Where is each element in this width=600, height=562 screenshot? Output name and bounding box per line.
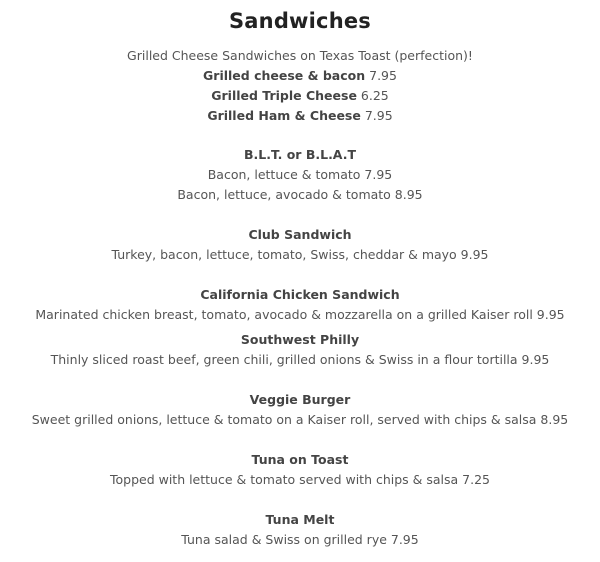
section-heading-tuna-melt: Tuna Melt bbox=[265, 512, 335, 527]
grilled-item-price: 7.95 bbox=[369, 68, 397, 83]
grilled-item-name: Grilled Ham & Cheese bbox=[207, 108, 361, 123]
section-line: Thinly sliced roast beef, green chili, grilled onions & Swiss in a flour tortilla 9.95 bbox=[50, 352, 550, 367]
section-heading-california-chicken: California Chicken Sandwich bbox=[200, 287, 400, 302]
section-heading-tuna-on-toast: Tuna on Toast bbox=[251, 452, 349, 467]
section-heading-club: Club Sandwich bbox=[248, 227, 352, 242]
grilled-item-price: 6.25 bbox=[360, 88, 389, 103]
section-line: Marinated chicken breast, tomato, avocado & mozzarella on a grilled Kaiser roll 9.95 bbox=[35, 307, 565, 322]
grilled-item bbox=[0, 66, 600, 86]
section-heading-blt: B.L.T. or B.L.A.T bbox=[244, 147, 356, 162]
grilled-item bbox=[0, 86, 600, 106]
section-line: Bacon, lettuce & tomato 7.95 bbox=[207, 167, 393, 182]
section-line: Topped with lettuce & tomato served with chips & salsa 7.25 bbox=[109, 472, 491, 487]
section-line: Sweet grilled onions, lettuce & tomato on a Kaiser roll, served with chips & salsa 8.95 bbox=[31, 412, 569, 427]
section-heading-southwest-philly: Southwest Philly bbox=[240, 332, 360, 347]
section-line: Turkey, bacon, lettuce, tomato, Swiss, cheddar & mayo 9.95 bbox=[111, 247, 489, 262]
section-line: Bacon, lettuce, avocado & tomato 8.95 bbox=[177, 187, 423, 202]
grilled-item-name: Grilled Triple Cheese bbox=[211, 88, 357, 103]
grilled-item bbox=[0, 106, 600, 126]
section-line: Tuna salad & Swiss on grilled rye 7.95 bbox=[181, 532, 419, 547]
grilled-item-name: Grilled cheese & bacon bbox=[203, 68, 366, 83]
grilled-intro: Grilled Cheese Sandwiches on Texas Toast (perfection)! bbox=[127, 48, 473, 63]
grilled-item-price: 7.95 bbox=[364, 108, 393, 123]
menu-title: Sandwiches bbox=[228, 9, 372, 33]
section-heading-veggie-burger: Veggie Burger bbox=[249, 392, 351, 407]
